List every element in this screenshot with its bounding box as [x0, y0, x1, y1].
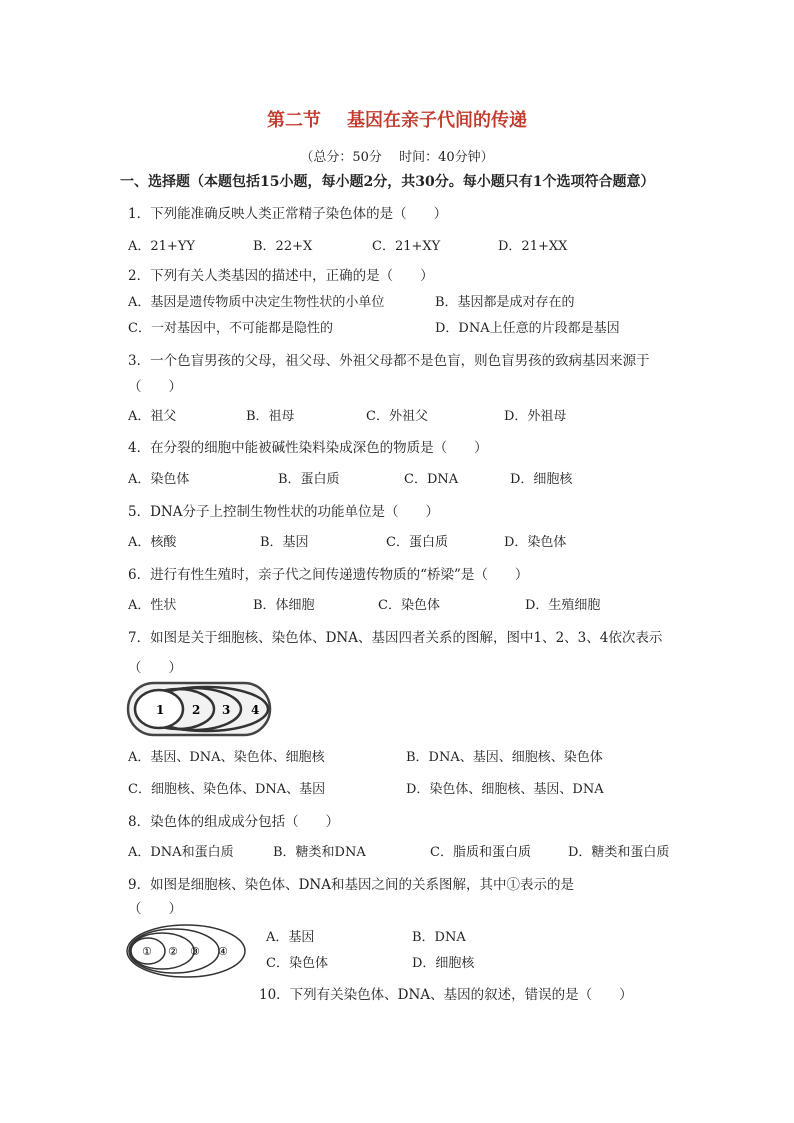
q2-option-b[interactable]: B．基因都是成对存在的	[435, 295, 575, 310]
q7-label-2: 2	[192, 703, 201, 717]
q3-option-c[interactable]: C．外祖父	[366, 409, 428, 424]
question-stem-5: 5．DNA分子上控制生物性状的功能单位是（ ）	[128, 504, 439, 520]
q5-option-c[interactable]: C．蛋白质	[386, 535, 448, 550]
q4-option-a[interactable]: A．染色体	[128, 472, 190, 487]
q1-option-a[interactable]: A．21+YY	[128, 239, 195, 254]
q9-nested-oval-diagram	[124, 922, 248, 980]
question-stem-10: 10．下列有关染色体、DNA、基因的叙述，错误的是（ ）	[259, 987, 633, 1003]
q2-option-d[interactable]: D．DNA上任意的片段都是基因	[435, 321, 620, 336]
q9-label-4: ④	[218, 945, 228, 958]
q3-option-b[interactable]: B．祖母	[246, 409, 295, 424]
q4-option-b[interactable]: B．蛋白质	[278, 472, 340, 487]
q9-option-d[interactable]: D．细胞核	[412, 956, 475, 971]
q9-option-a[interactable]: A．基因	[266, 930, 315, 945]
question-stem-9: 9．如图是细胞核、染色体、DNA和基因之间的关系图解，其中①表示的是	[128, 877, 574, 893]
q2-option-a[interactable]: A．基因是遗传物质中决定生物性状的小单位	[128, 295, 385, 310]
q6-option-c[interactable]: C．染色体	[378, 598, 440, 613]
q7-label-3: 3	[222, 703, 231, 717]
q9-option-b[interactable]: B．DNA	[412, 930, 466, 945]
q7-option-c[interactable]: C．细胞核、染色体、DNA、基因	[128, 782, 326, 797]
q6-option-d[interactable]: D．生殖细胞	[525, 598, 601, 613]
q1-option-d[interactable]: D．21+XX	[498, 239, 568, 254]
q2-option-c[interactable]: C．一对基因中，不可能都是隐性的	[128, 321, 333, 336]
question-stem-8: 8．染色体的组成成分包括（ ）	[128, 814, 340, 830]
q3-option-a[interactable]: A．祖父	[128, 409, 177, 424]
q5-option-d[interactable]: D．染色体	[504, 535, 567, 550]
question-stem-7-cont: （ ）	[128, 660, 182, 676]
q9-label-1: ①	[142, 945, 152, 958]
q1-option-c[interactable]: C．21+XY	[372, 239, 441, 254]
q7-option-a[interactable]: A．基因、DNA、染色体、细胞核	[128, 750, 325, 765]
question-stem-4: 4．在分裂的细胞中能被碱性染料染成深色的物质是（ ）	[128, 440, 488, 456]
section-topic: 基因在亲子代间的传递	[347, 110, 527, 131]
q7-option-b[interactable]: B．DNA、基因、细胞核、染色体	[406, 750, 603, 765]
question-stem-2: 2．下列有关人类基因的描述中，正确的是（ ）	[128, 268, 434, 284]
q8-option-b[interactable]: B．糖类和DNA	[273, 845, 366, 860]
question-stem-7: 7．如图是关于细胞核、染色体、DNA、基因四者关系的图解，图中1、2、3、4依次表示	[128, 630, 663, 646]
q8-option-a[interactable]: A．DNA和蛋白质	[128, 845, 234, 860]
question-stem-3: 3．一个色盲男孩的父母，祖父母、外祖父母都不是色盲，则色盲男孩的致病基因来源于	[128, 353, 650, 369]
q5-option-a[interactable]: A．核酸	[128, 535, 177, 550]
section-heading: 一、选择题（本题包括15小题，每小题2分，共30分。每小题只有1个选项符合题意）	[120, 174, 655, 190]
q7-label-1: 1	[156, 703, 165, 717]
q9-label-2: ②	[168, 945, 178, 958]
question-stem-1: 1．下列能准确反映人类正常精子染色体的是（ ）	[128, 206, 448, 222]
q6-option-a[interactable]: A．性状	[128, 598, 177, 613]
q9-option-c[interactable]: C．染色体	[266, 956, 328, 971]
q1-option-b[interactable]: B．22+X	[253, 239, 313, 254]
q4-option-c[interactable]: C．DNA	[404, 472, 459, 487]
q3-option-d[interactable]: D．外祖母	[504, 409, 567, 424]
question-stem-9-cont: （ ）	[128, 901, 182, 917]
q5-option-b[interactable]: B．基因	[260, 535, 309, 550]
page-title	[0, 106, 794, 132]
section-number: 第二节	[267, 110, 321, 131]
q8-option-d[interactable]: D．糖类和蛋白质	[568, 845, 670, 860]
q6-option-b[interactable]: B．体细胞	[253, 598, 315, 613]
q4-option-d[interactable]: D．细胞核	[510, 472, 573, 487]
q8-option-c[interactable]: C．脂质和蛋白质	[430, 845, 531, 860]
q7-label-4: 4	[251, 703, 260, 717]
q9-oval-2	[130, 933, 194, 969]
q7-nested-oval-diagram	[126, 681, 276, 739]
question-stem-6: 6．进行有性生殖时，亲子代之间传递遗传物质的“桥梁”是（ ）	[128, 567, 529, 583]
q7-option-d[interactable]: D．染色体、细胞核、基因、DNA	[406, 782, 604, 797]
question-stem-3-cont: （ ）	[128, 379, 182, 395]
exam-meta: （总分：50分 时间：40分钟）	[300, 150, 494, 165]
q9-label-3: ③	[190, 945, 200, 958]
